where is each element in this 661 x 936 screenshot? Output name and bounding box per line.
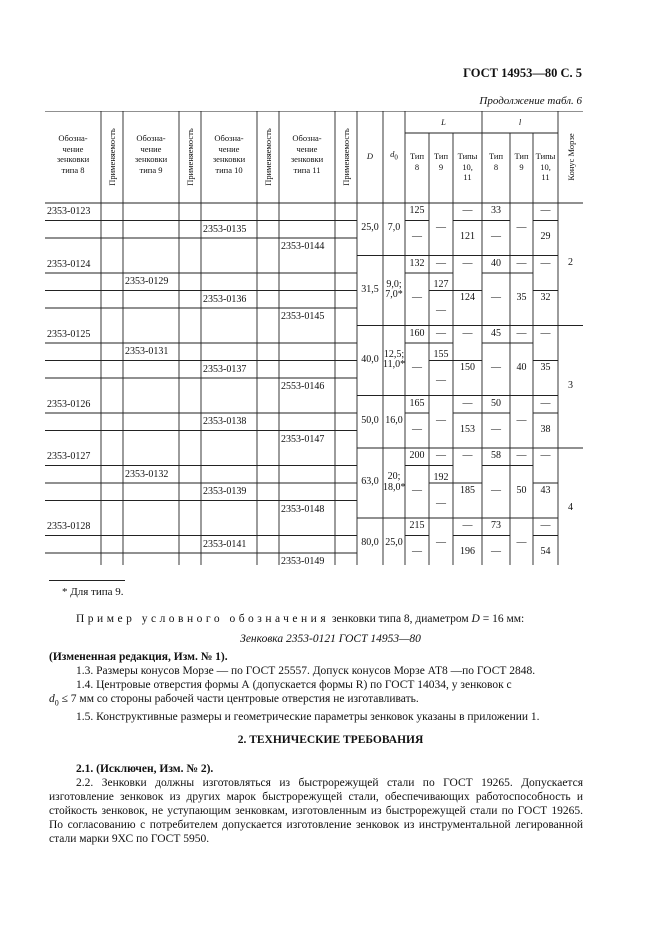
revision-note-1: (Измененная редакция, Изм. № 1). (49, 651, 228, 663)
designation-cell: 2353-0149 (281, 556, 325, 567)
l-types1011-value: 32 (540, 292, 551, 304)
l-type8-value: 50 (491, 397, 501, 409)
table-continuation-label: Продолжение табл. 6 (479, 95, 582, 107)
clause-1-3: 1.3. Размеры конусов Морзе — по ГОСТ 25557. Допуск конусов Морзе АТ8 —по ГОСТ 2848. (76, 665, 536, 677)
header-L-types1011: Типы 10, 11 (457, 151, 478, 183)
l-type9-value: — (516, 537, 527, 549)
L-type8-value: — (412, 546, 422, 557)
designation-cell: 2353-0129 (125, 276, 169, 287)
header-L: L (441, 117, 446, 127)
designation-cell: 2353-0147 (281, 433, 325, 445)
header-applicability-1: Применяемость (107, 128, 117, 186)
example-var: D (471, 613, 480, 625)
L-type9-value: 192 (433, 471, 449, 483)
designation-cell: 2353-0124 (47, 258, 91, 270)
header-L-type9: Тип 9 (433, 151, 449, 172)
l-types1011-value: — (540, 205, 551, 216)
L-types1011-value: 185 (460, 484, 475, 496)
designation-cell: 2353-0145 (281, 311, 325, 322)
header-applicability-4: Применяемость (341, 128, 351, 186)
footnote-separator (49, 580, 125, 581)
L-type8-value: 132 (409, 257, 425, 269)
l-type8-value: 73 (491, 520, 501, 531)
designation-cell: 2553-0146 (281, 381, 325, 392)
L-type9-value: 155 (433, 349, 449, 361)
L-type8-value: — (412, 362, 422, 374)
l-type8-value: — (491, 292, 501, 304)
l-types1011-value: 43 (540, 484, 551, 496)
l-types1011-value: — (540, 257, 551, 269)
l-types1011-value: 35 (540, 362, 551, 374)
L-type8-value: 125 (409, 205, 425, 216)
L-type9-value: — (436, 327, 446, 339)
counterbore-table (45, 111, 583, 565)
page-header: ГОСТ 14953—80 С. 5 (463, 66, 582, 80)
clause-2-block (49, 762, 583, 846)
morse-value: 2 (568, 257, 573, 269)
morse-value: 4 (568, 502, 573, 514)
designation-cell: 2353-0148 (281, 503, 325, 515)
L-type8-value: — (412, 231, 422, 242)
l-type8-value: — (491, 484, 501, 496)
L-type9-value: — (436, 450, 446, 461)
L-type8-value: 165 (409, 397, 425, 409)
L-type9-value: — (436, 257, 446, 269)
example-spaced-label: Пример условного обозначения (76, 613, 330, 625)
L-types1011-value: — (462, 257, 473, 269)
designation-example (76, 613, 524, 625)
designation-cell: 2353-0136 (203, 293, 247, 305)
designation-cell: 2353-0138 (203, 416, 247, 427)
header-designation-type10: Обозна- чение зенковки типа 10 (212, 133, 246, 175)
clause-1-4: 1.4. Центровые отверстия формы А (допускается формы R) по ГОСТ 14034, у зенковок с (76, 679, 512, 691)
L-type9-value: — (436, 497, 446, 509)
L-types1011-value: 196 (460, 546, 475, 557)
l-types1011-value: — (540, 450, 551, 461)
l-type8-value: 33 (491, 205, 501, 216)
example-designation: Зенковка 2353-0121 ГОСТ 14953—80 (240, 633, 421, 645)
header-designation-type11: Обозна- чение зенковки типа 11 (290, 133, 324, 175)
designation-cell: 2353-0127 (47, 451, 91, 462)
designation-cell: 2353-0141 (203, 538, 247, 550)
footnote: * Для типа 9. (62, 586, 124, 598)
header-designation-type9: Обозна- чение зенковки типа 9 (134, 133, 168, 175)
header-l-types1011: Типы 10, 11 (535, 151, 556, 183)
l-types1011-value: 38 (540, 423, 551, 435)
header-d0: $d_0$ (390, 149, 398, 162)
designation-cell: 2353-0139 (203, 486, 247, 497)
example-value: = 16 мм: (479, 613, 525, 625)
D-value: 40,0 (361, 353, 379, 365)
l-type9-value: — (516, 257, 527, 269)
l-types1011-value: — (540, 397, 551, 409)
L-type8-value: — (412, 292, 422, 304)
l-types1011-value: 29 (540, 231, 551, 242)
morse-value: 3 (568, 379, 573, 391)
designation-cell: 2353-0131 (125, 346, 169, 357)
L-type9-value: — (436, 375, 446, 387)
L-type9-value: — (436, 222, 446, 234)
L-type8-value: — (412, 423, 422, 435)
d0-value: 12,5; 11,0* (383, 348, 406, 370)
designation-cell: 2353-0135 (203, 223, 247, 235)
l-type8-value: 45 (491, 327, 501, 339)
designation-cell: 2353-0132 (125, 468, 169, 480)
l-type8-value: — (491, 546, 501, 557)
l-type8-value: — (491, 423, 501, 435)
clause-2-2: 2.2. Зенковки должны изготовляться из быстрорежущей стали по ГОСТ 19265. Допускается изготовление зенковок из других марок быстрорежущей стали, обеспечивающих работоспособность и стойкость зенковок, не уступающим зенковкам, изготовленным из быстрорежущей стали по ГОСТ 19265. По согласованию с потребителем допускается изготовление зенковок из инструментальной легированной стали марки 9ХС по ГОСТ 5950. (49, 777, 583, 845)
header-l: l (518, 117, 522, 127)
D-value: 63,0 (361, 476, 379, 487)
l-type9-value: — (516, 222, 527, 234)
header-applicability-2: Применяемость (185, 128, 195, 186)
D-value: 25,0 (361, 222, 379, 234)
L-type8-value: 160 (409, 327, 425, 339)
l-type9-value: 50 (516, 484, 527, 496)
l-types1011-value: 54 (540, 546, 551, 557)
section-2-title: 2. ТЕХНИЧЕСКИЕ ТРЕБОВАНИЯ (237, 734, 424, 746)
clause-1-4-continued: $d_0 \le 7$ мм со стороны рабочей части центровые отверстия не изготавливать. (49, 693, 419, 708)
clause-1-block (49, 650, 583, 724)
header-D: D (366, 151, 374, 161)
L-types1011-value: — (462, 520, 473, 531)
L-types1011-value: 124 (460, 292, 475, 304)
header-l-type9: Тип 9 (514, 151, 529, 172)
clause-2-1: 2.1. (Исключен, Изм. № 2). (76, 763, 214, 775)
L-type9-value: — (436, 537, 446, 549)
L-type9-value: — (436, 414, 446, 426)
designation-cell: 2353-0125 (47, 328, 91, 340)
D-value: 31,5 (361, 283, 379, 295)
designation-cell: 2353-0128 (47, 521, 91, 532)
header-designation-type8: Обозна- чение зенковки типа 8 (56, 133, 90, 175)
l-type9-value: — (516, 450, 527, 461)
designation-cell: 2353-0144 (281, 241, 325, 252)
l-types1011-value: — (540, 327, 551, 339)
d0-value: 20; 18,0* (383, 471, 406, 493)
d0-value: 25,0 (385, 537, 403, 549)
L-type8-value: — (412, 484, 422, 496)
l-type8-value: 58 (491, 450, 501, 461)
designation-cell: 2353-0123 (47, 206, 91, 217)
L-type9-value: 127 (433, 279, 449, 291)
L-types1011-value: — (462, 397, 473, 409)
d0-value: 16,0 (385, 414, 403, 426)
D-value: 80,0 (361, 537, 379, 549)
l-type9-value: — (516, 414, 527, 426)
l-type9-value: 35 (516, 292, 527, 304)
l-type8-value: 40 (491, 257, 501, 269)
L-types1011-value: — (462, 327, 473, 339)
header-l-type8: Тип 8 (488, 151, 504, 172)
header-applicability-3: Применяемость (263, 128, 273, 186)
L-type8-value: 215 (409, 520, 425, 531)
L-types1011-value: 121 (460, 231, 475, 242)
L-type9-value: — (436, 305, 446, 317)
l-types1011-value: — (540, 520, 551, 531)
L-types1011-value: — (462, 205, 473, 216)
l-type9-value: 40 (516, 362, 527, 374)
clause-1-5: 1.5. Конструктивные размеры и геометрические параметры зенковок указаны в приложении 1. (76, 711, 540, 724)
d0-value: 9,0; 7,0* (385, 278, 403, 300)
d0-value: 7,0 (387, 222, 401, 234)
example-text: зенковки типа 8, диаметром (329, 613, 472, 625)
header-morse-taper: Конус Морзе (565, 133, 576, 181)
designation-cell: 2353-0126 (47, 398, 91, 410)
designation-cell: 2353-0137 (203, 363, 247, 375)
L-types1011-value: 153 (460, 423, 475, 435)
l-type8-value: — (491, 362, 501, 374)
header-L-type8: Тип 8 (409, 151, 425, 172)
l-type8-value: — (491, 231, 501, 242)
L-type8-value: 200 (409, 450, 425, 461)
L-types1011-value: 150 (460, 362, 475, 374)
D-value: 50,0 (361, 414, 379, 426)
L-types1011-value: — (462, 450, 473, 461)
l-type9-value: — (516, 327, 527, 339)
